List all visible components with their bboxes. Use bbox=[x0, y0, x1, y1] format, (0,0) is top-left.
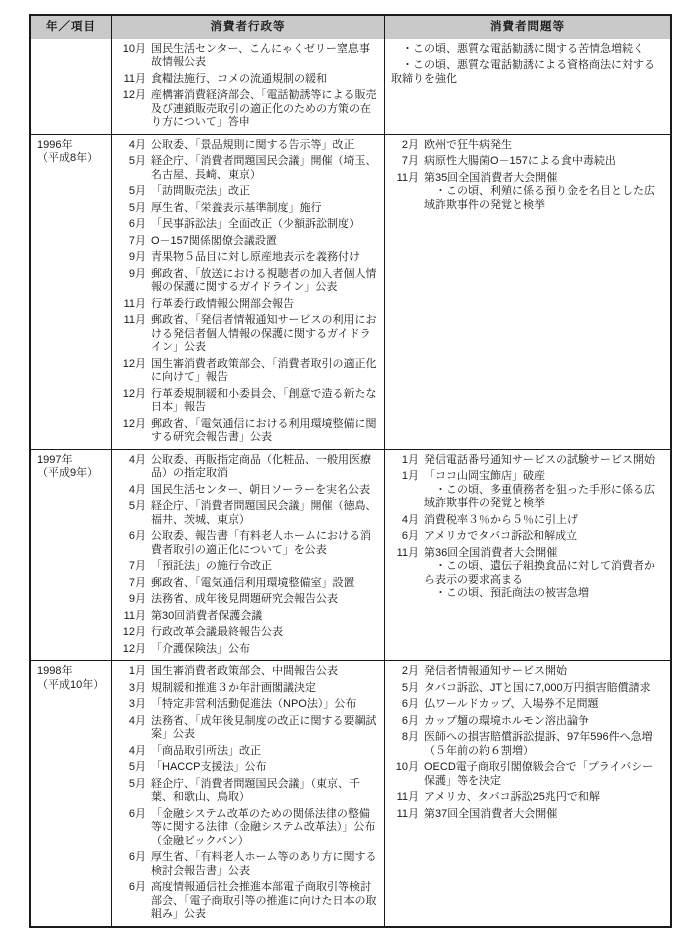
entry-text bbox=[151, 484, 378, 498]
entry-text bbox=[151, 235, 378, 249]
entry bbox=[118, 218, 378, 232]
month-label: 4月 bbox=[128, 483, 146, 496]
entry-main-text: 「ココ山岡宝飾店」破産 bbox=[424, 470, 545, 482]
entry-main-text: タバコ訴訟、JTと国に7,000万円損害賠償請求 bbox=[424, 681, 651, 694]
entry-text bbox=[424, 731, 664, 758]
month-label: 7月 bbox=[401, 155, 419, 167]
entry-main-text: 厚生省、「有料老人ホーム等のあり方に関する検討会報告書」公表 bbox=[151, 851, 377, 877]
entry bbox=[118, 89, 378, 130]
entry-main-text: 第36回全国消費者大会開催 bbox=[424, 546, 558, 559]
entry bbox=[391, 808, 664, 822]
month-label: 4月 bbox=[128, 138, 146, 151]
entry-text bbox=[151, 698, 378, 712]
entry-main-text: 高度情報通信社会推進本部電子商取引等検討部会、「電子商取引等の推進に向けた日本の取組み」公表 bbox=[151, 881, 377, 920]
month-label: 12月 bbox=[122, 626, 146, 638]
entry-main-text: 行革委規制緩和小委員会、「創意で造る新たな日本」報告 bbox=[151, 387, 377, 413]
month-label: 5月 bbox=[128, 500, 146, 512]
entry-main-text: 「特定非営利活動促進法（NPO法）」公布 bbox=[151, 698, 357, 710]
entry bbox=[118, 418, 378, 445]
entry-text bbox=[151, 643, 378, 657]
entry bbox=[391, 665, 664, 679]
year-label: 1997年 bbox=[37, 453, 73, 466]
era-label: （平成9年） bbox=[37, 467, 99, 479]
admin-cell bbox=[111, 135, 385, 449]
entry bbox=[391, 155, 664, 169]
month-label: 12月 bbox=[122, 89, 146, 101]
row-1997 bbox=[31, 449, 670, 661]
month-label: 5月 bbox=[128, 155, 146, 167]
month-label: 2月 bbox=[401, 665, 419, 677]
month-label: 11月 bbox=[396, 791, 419, 803]
entry-text bbox=[151, 682, 378, 696]
year-cell bbox=[31, 39, 111, 134]
header-year-column: 年／項目 bbox=[46, 21, 96, 33]
entry-text bbox=[391, 43, 664, 57]
entry bbox=[118, 155, 378, 182]
entry-text bbox=[151, 218, 378, 232]
entry bbox=[118, 715, 378, 742]
issues-cell bbox=[385, 135, 670, 449]
entry-main-text: 法務省、成年後見問題研究会報告公表 bbox=[151, 593, 338, 605]
entry bbox=[118, 268, 378, 295]
row-1998 bbox=[31, 660, 670, 926]
month-label: 5月 bbox=[128, 777, 146, 790]
entry-text bbox=[424, 530, 664, 544]
entry bbox=[118, 185, 378, 199]
month-label: 7月 bbox=[128, 576, 146, 589]
entry-text bbox=[151, 43, 378, 70]
header-issues-column: 消費者問題等 bbox=[490, 21, 565, 33]
month-label: 5月 bbox=[128, 185, 146, 197]
entry bbox=[118, 314, 378, 355]
entry-main-text: 産構審消費経済部会、「電話勧誘等による販売及び連鎖販売取引の適正化のための方策の在り方について」答申 bbox=[151, 89, 377, 128]
entry bbox=[118, 358, 378, 385]
row-continuation bbox=[31, 39, 670, 134]
entry bbox=[118, 298, 378, 312]
entry-text bbox=[151, 185, 378, 199]
entry-main-text: 「訪問販売法」改正 bbox=[151, 185, 250, 197]
entry bbox=[118, 593, 378, 607]
entry-text bbox=[151, 577, 378, 591]
entry bbox=[118, 202, 378, 216]
entry-main-text: 経企庁、「消費者問題国民会議」開催（徳島、福井、茨城、東京） bbox=[151, 500, 377, 526]
entry-text bbox=[424, 514, 664, 528]
entry bbox=[118, 610, 378, 624]
entry bbox=[118, 530, 378, 557]
entry bbox=[118, 73, 378, 87]
admin-cell bbox=[111, 450, 385, 661]
entry-text bbox=[424, 682, 664, 696]
month-label: 11月 bbox=[396, 807, 419, 820]
month-label: 1月 bbox=[401, 453, 419, 466]
month-label: 6月 bbox=[401, 698, 419, 710]
entry-text bbox=[151, 298, 378, 312]
entry bbox=[118, 778, 378, 805]
entry-text bbox=[151, 808, 378, 849]
entry-text bbox=[151, 593, 378, 607]
entry-main-text: 行革委行政情報公開部会報告 bbox=[151, 297, 294, 310]
entry bbox=[391, 530, 664, 544]
entry-main-text: 「預託法」の施行令改正 bbox=[151, 560, 272, 572]
table-header-row bbox=[31, 16, 670, 39]
month-label: 6月 bbox=[128, 218, 146, 230]
entry-text bbox=[424, 470, 664, 511]
entry-text bbox=[151, 715, 378, 742]
admin-cell bbox=[111, 39, 385, 134]
entry-text bbox=[391, 59, 664, 86]
month-label: 11月 bbox=[396, 546, 419, 559]
entry-main-text: 行政改革会議最終報告公表 bbox=[151, 626, 283, 638]
entry-main-text: 経企庁、「消費者問題国民会議」（東京、千葉、和歌山、鳥取） bbox=[151, 777, 360, 803]
entry-main-text: 郵政省、「電気通信利用環境整備室」設置 bbox=[151, 576, 355, 589]
month-label: 6月 bbox=[401, 530, 419, 542]
era-label: （平成10年） bbox=[37, 678, 105, 691]
month-label: 11月 bbox=[123, 609, 146, 622]
entry-main-text: 規制緩和推進３か年計画閣議決定 bbox=[151, 681, 316, 694]
entry-main-text: アメリカでタバコ訴訟和解成立 bbox=[424, 530, 578, 542]
entry-main-text: 「HACCP支援法」公布 bbox=[151, 761, 267, 773]
sub-note: ・この頃、利殖に係る預り金を名目とした広域詐欺事件の発覚と検挙 bbox=[424, 185, 655, 211]
entry bbox=[391, 715, 664, 729]
month-label: 4月 bbox=[128, 744, 146, 757]
year-cell bbox=[31, 661, 111, 926]
entry-main-text: 発信電話番号通知サービスの試験サービス開始 bbox=[424, 453, 655, 466]
month-label: 4月 bbox=[401, 513, 419, 526]
entry-text bbox=[151, 388, 378, 415]
issues-cell bbox=[385, 661, 670, 926]
entry bbox=[391, 761, 664, 788]
month-label: 5月 bbox=[128, 761, 146, 773]
entry-text bbox=[151, 139, 378, 153]
entry-text bbox=[151, 418, 378, 445]
month-label: 6月 bbox=[128, 851, 146, 863]
entry bbox=[391, 470, 664, 511]
entry-main-text: 病原性大腸菌O－157による食中毒続出 bbox=[424, 155, 616, 167]
entry-main-text: 国生審消費者政策部会、「消費者取引の適正化に向けて」報告 bbox=[151, 357, 377, 383]
entry-main-text: 郵政省、「放送における視聴者の加入者個人情報の保護に関するガイドライン」公表 bbox=[151, 267, 377, 293]
entry-text bbox=[151, 761, 378, 775]
entry bbox=[391, 791, 664, 805]
entry-main-text: OECD電子商取引閣僚級会合で「プライバシー保護」等を決定 bbox=[424, 761, 654, 787]
entry-text bbox=[151, 626, 378, 640]
entry bbox=[391, 172, 664, 213]
entry-text bbox=[151, 73, 378, 87]
entry bbox=[118, 388, 378, 415]
entry bbox=[118, 682, 378, 696]
entry bbox=[391, 698, 664, 712]
entry-main-text: 仏ワールドカップ、入場券不足問題 bbox=[424, 698, 599, 710]
month-label: 11月 bbox=[123, 297, 146, 310]
entry-text bbox=[424, 715, 664, 729]
entry-main-text: 経企庁、「消費者問題国民会議」開催（埼玉、名古屋、長崎、東京） bbox=[151, 155, 377, 181]
entry bbox=[118, 626, 378, 640]
entry-main-text: 厚生省、「栄養表示基準制度」施行 bbox=[151, 201, 322, 214]
entry bbox=[391, 59, 664, 86]
entry-text bbox=[424, 808, 664, 822]
month-label: 12月 bbox=[122, 417, 146, 430]
entry-main-text: アメリカ、タバコ訴訟25兆円で和解 bbox=[424, 791, 600, 803]
month-label: 9月 bbox=[128, 267, 146, 280]
entry bbox=[118, 235, 378, 249]
header-admin-column: 消費者行政等 bbox=[111, 16, 385, 39]
entry-main-text: 「金融システム改革のための関係法律の整備等に関する法律（金融システム改革法）」公布（金融ビックバン） bbox=[151, 807, 376, 847]
entry-text bbox=[151, 665, 378, 679]
entry-text bbox=[151, 89, 378, 130]
entry bbox=[118, 139, 378, 153]
entry-main-text: ・この頃、悪質な電話勧誘による資格商法に対する取締りを強化 bbox=[391, 59, 655, 85]
entry-main-text: 第35回全国消費者大会開催 bbox=[424, 171, 558, 184]
entry bbox=[391, 139, 664, 153]
month-label: 10月 bbox=[395, 761, 419, 773]
era-label: （平成8年） bbox=[37, 152, 99, 164]
entry-main-text: カップ麺の環境ホルモン溶出論争 bbox=[424, 714, 589, 727]
month-label: 5月 bbox=[401, 681, 419, 694]
entry bbox=[118, 698, 378, 712]
entry-text bbox=[424, 791, 664, 805]
entry-text bbox=[151, 881, 378, 922]
entry-text bbox=[151, 500, 378, 527]
month-label: 3月 bbox=[128, 698, 146, 710]
month-label: 9月 bbox=[128, 251, 146, 263]
entry bbox=[118, 484, 378, 498]
month-label: 11月 bbox=[396, 171, 419, 184]
month-label: 6月 bbox=[128, 881, 146, 893]
entry-text bbox=[151, 610, 378, 624]
month-label: 1月 bbox=[401, 470, 419, 482]
entry-main-text: 「商品取引所法」改正 bbox=[151, 744, 261, 757]
entry-text bbox=[151, 268, 378, 295]
month-label: 4月 bbox=[128, 453, 146, 466]
chronology-table bbox=[29, 14, 672, 928]
entry bbox=[118, 500, 378, 527]
month-label: 7月 bbox=[128, 560, 146, 572]
month-label: 2月 bbox=[401, 138, 419, 151]
entry bbox=[118, 881, 378, 922]
month-label: 12月 bbox=[122, 642, 146, 655]
entry-text bbox=[424, 665, 664, 679]
entry-text bbox=[424, 761, 664, 788]
entry-main-text: 法務省、「成年後見制度の改正に関する要綱試案」公表 bbox=[151, 714, 377, 740]
entry-main-text: 医師への損害賠償訴訟提訴、97年596件へ急増（５年前の約６割増） bbox=[424, 731, 653, 757]
entry bbox=[118, 745, 378, 759]
month-label: 7月 bbox=[128, 234, 146, 247]
entry bbox=[118, 643, 378, 657]
entry bbox=[118, 851, 378, 878]
entry-main-text: 青果物５品目に対し原産地表示を義務付け bbox=[151, 251, 360, 263]
entry-main-text: 消費税率３％から５％に引上げ bbox=[424, 513, 578, 526]
month-label: 5月 bbox=[128, 201, 146, 214]
month-label: 6月 bbox=[128, 530, 146, 542]
month-label: 12月 bbox=[122, 387, 146, 400]
entry bbox=[118, 251, 378, 265]
entry bbox=[391, 547, 664, 601]
year-cell bbox=[31, 135, 111, 449]
sub-note: ・この頃、遺伝子組換食品に対して消費者から表示の要求高まる bbox=[424, 560, 655, 586]
month-label: 9月 bbox=[128, 593, 146, 605]
entry-text bbox=[151, 155, 378, 182]
entry-text bbox=[151, 560, 378, 574]
month-label: 4月 bbox=[128, 714, 146, 727]
month-label: 8月 bbox=[401, 731, 419, 743]
entry-main-text: O－157関係閣僚会議設置 bbox=[151, 234, 277, 247]
entry-main-text: 欧州で狂牛病発生 bbox=[424, 138, 512, 151]
entry-main-text: 公取委、再販指定商品（化粧品、一般用医療品）の指定取消 bbox=[151, 453, 371, 479]
year-label: 1996年 bbox=[37, 138, 73, 151]
entry-text bbox=[151, 778, 378, 805]
month-label: 6月 bbox=[128, 807, 146, 820]
entry-text bbox=[151, 454, 378, 481]
sub-note: ・この頃、多重債務者を狙った手形に係る広域詐欺事件の発覚と検挙 bbox=[424, 483, 655, 509]
month-label: 10月 bbox=[122, 42, 146, 55]
entry-text bbox=[424, 454, 664, 468]
issues-cell bbox=[385, 39, 670, 134]
month-label: 11月 bbox=[123, 72, 146, 85]
entry-main-text: 国民生活センター、こんにゃくゼリー窒息事故情報公表 bbox=[151, 42, 370, 68]
entry bbox=[118, 808, 378, 849]
entry-main-text: 「民事訴訟法」全面改正（少額訴訟制度） bbox=[151, 218, 360, 230]
entry-main-text: 食糧法施行、コメの流通規制の緩和 bbox=[151, 72, 327, 85]
entry-main-text: 郵政省、「電気通信における利用環境整備に関する研究会報告書」公表 bbox=[151, 417, 377, 443]
entry-main-text: 国民生活センター、朝日ソーラーを実名公表 bbox=[151, 483, 371, 496]
entry-main-text: 国生審消費者政策部会、中間報告公表 bbox=[151, 665, 338, 677]
entry bbox=[391, 43, 664, 57]
entry bbox=[391, 682, 664, 696]
entry-text bbox=[151, 314, 378, 355]
entry-text bbox=[151, 202, 378, 216]
month-label: 12月 bbox=[122, 357, 146, 370]
entry bbox=[118, 665, 378, 679]
entry bbox=[118, 454, 378, 481]
entry bbox=[118, 577, 378, 591]
issues-cell bbox=[385, 450, 670, 661]
entry-main-text: ・この頃、悪質な電話勧誘に関する苦情急増続く bbox=[402, 42, 644, 55]
entry-text bbox=[424, 139, 664, 153]
month-label: 3月 bbox=[128, 681, 146, 694]
month-label: 11月 bbox=[123, 314, 146, 326]
table-body bbox=[31, 39, 670, 926]
year-cell bbox=[31, 450, 111, 661]
entry-text bbox=[151, 358, 378, 385]
entry-text bbox=[424, 172, 664, 213]
entry bbox=[391, 731, 664, 758]
entry bbox=[118, 560, 378, 574]
entry-main-text: 公取委、「景品規則に関する告示等」改正 bbox=[151, 138, 355, 151]
row-1996 bbox=[31, 134, 670, 449]
entry-main-text: 第30回消費者保護会議 bbox=[151, 609, 263, 622]
entry bbox=[118, 761, 378, 775]
entry-text bbox=[151, 251, 378, 265]
entry bbox=[391, 514, 664, 528]
sub-note: ・この頃、預託商法の被害急増 bbox=[435, 587, 589, 599]
admin-cell bbox=[111, 661, 385, 926]
entry-text bbox=[151, 851, 378, 878]
month-label: 1月 bbox=[128, 665, 146, 677]
entry-text bbox=[424, 547, 664, 601]
year-label: 1998年 bbox=[37, 665, 73, 677]
entry-main-text: 「介護保険法」公布 bbox=[151, 642, 250, 655]
entry-text bbox=[151, 530, 378, 557]
entry-text bbox=[424, 698, 664, 712]
entry-main-text: 発信者情報通知サービス開始 bbox=[424, 665, 567, 677]
entry-main-text: 公取委、報告書「有料老人ホームにおける消費者取引の適正化について」を公表 bbox=[151, 530, 371, 556]
entry-main-text: 第37回全国消費者大会開催 bbox=[424, 807, 558, 820]
entry-main-text: 郵政省、「発信者情報通知サービスの利用における発信者個人情報の保護に関するガイドライン」公表 bbox=[151, 314, 377, 353]
entry bbox=[391, 454, 664, 468]
entry-text bbox=[424, 155, 664, 169]
entry bbox=[118, 43, 378, 70]
month-label: 6月 bbox=[401, 714, 419, 727]
entry-text bbox=[151, 745, 378, 759]
